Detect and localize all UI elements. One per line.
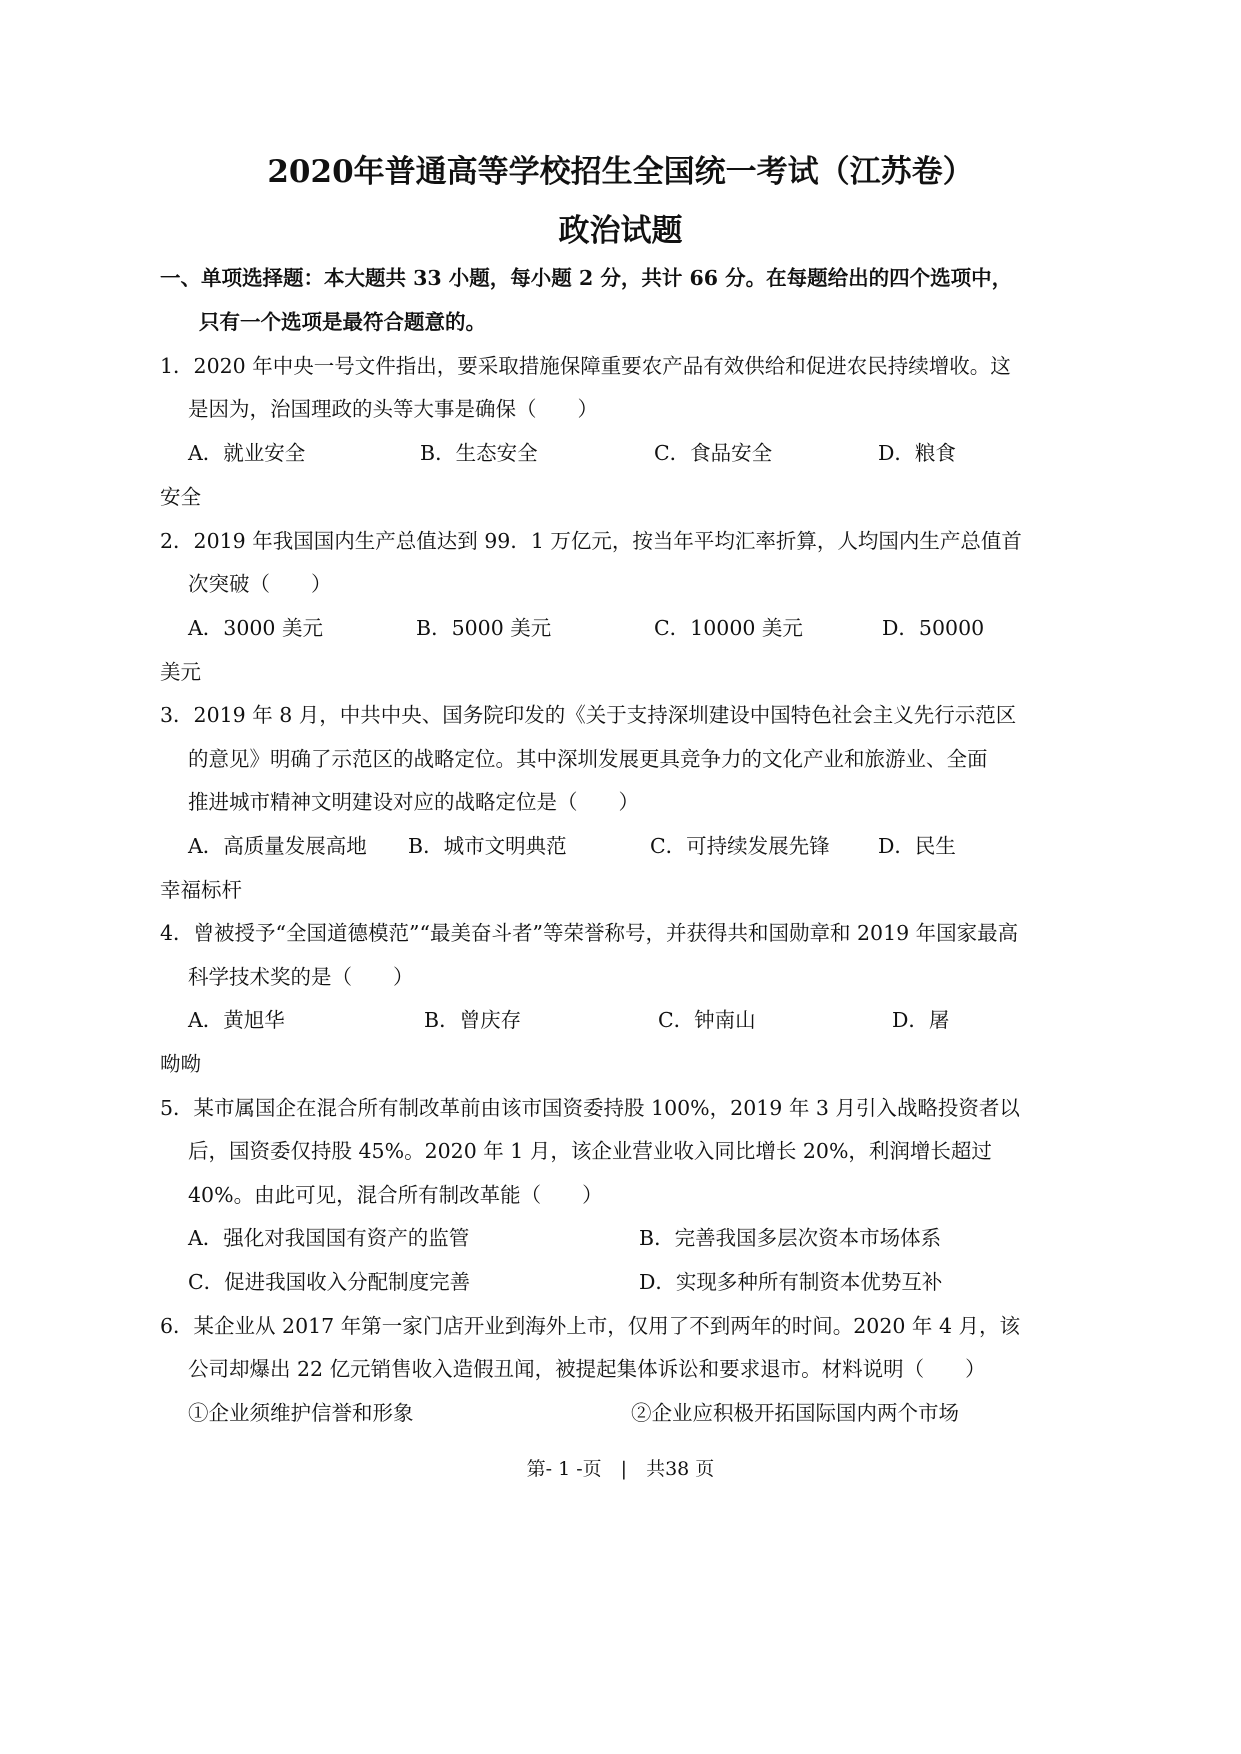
question-3-option-d-wrap: 幸福标杆 bbox=[160, 878, 242, 902]
question-5-option-b: B．完善我国多层次资本市场体系 bbox=[639, 1226, 942, 1250]
question-3-line2: 的意见》明确了示范区的战略定位。其中深圳发展更具竞争力的文化产业和旅游业、全面 bbox=[188, 747, 988, 771]
question-2-option-d: D．50000 bbox=[882, 616, 985, 640]
question-2-option-b: B．5000 美元 bbox=[416, 616, 552, 640]
question-1-option-a: A．就业安全 bbox=[188, 441, 306, 465]
question-5-line3: 40%。由此可见，混合所有制改革能（ ） bbox=[188, 1183, 603, 1207]
question-5-line1: 5．某市属国企在混合所有制改革前由该市国资委持股 100%，2019 年 3 月引入战略投资者以 bbox=[160, 1096, 1020, 1120]
question-5-option-a: A．强化对我国国有资产的监管 bbox=[188, 1226, 470, 1250]
question-2-option-d-wrap: 美元 bbox=[160, 660, 201, 684]
section-heading-line2: 只有一个选项是最符合题意的。 bbox=[199, 310, 486, 334]
question-2-line2: 次突破（ ） bbox=[188, 572, 332, 596]
question-4-line2: 科学技术奖的是（ ） bbox=[188, 965, 414, 989]
question-4-option-d: D．屠 bbox=[892, 1008, 950, 1032]
question-4-line1: 4．曾被授予“全国道德模范”“最美奋斗者”等荣誉称号，并获得共和国勋章和 2019 年国家最高 bbox=[160, 921, 1019, 945]
question-2-option-a: A．3000 美元 bbox=[188, 616, 323, 640]
question-1-option-d-wrap: 安全 bbox=[160, 485, 201, 509]
question-4-option-b: B．曾庆存 bbox=[424, 1008, 522, 1032]
question-3-line3: 推进城市精神文明建设对应的战略定位是（ ） bbox=[188, 790, 639, 814]
page-footer: 第- 1 -页 | 共38 页 bbox=[526, 1458, 715, 1480]
question-1-option-d: D．粮食 bbox=[878, 441, 956, 465]
question-5-line2: 后，国资委仅持股 45%。2020 年 1 月，该企业营业收入同比增长 20%，利润增长超过 bbox=[188, 1139, 992, 1163]
question-6-line2: 公司却爆出 22 亿元销售收入造假丑闻，被提起集体诉讼和要求退市。材料说明（ ） bbox=[188, 1357, 986, 1381]
question-6-statement-1: ①企业须维护信誉和形象 bbox=[188, 1401, 414, 1425]
question-5-option-d: D．实现多种所有制资本优势互补 bbox=[639, 1270, 943, 1294]
question-5-option-c: C．促进我国收入分配制度完善 bbox=[188, 1270, 471, 1294]
section-heading-line1: 一、单项选择题：本大题共 33 小题，每小题 2 分，共计 66 分。在每题给出的四个选项中， bbox=[160, 266, 1013, 290]
question-3-line1: 3．2019 年 8 月，中共中央、国务院印发的《关于支持深圳建设中国特色社会主义先行示范区 bbox=[160, 703, 1017, 727]
question-3-option-b: B．城市文明典范 bbox=[408, 834, 567, 858]
question-4-option-a: A．黄旭华 bbox=[188, 1008, 285, 1032]
question-3-option-d: D．民生 bbox=[878, 834, 956, 858]
question-6-statement-2: ②企业应积极开拓国际国内两个市场 bbox=[631, 1401, 959, 1425]
question-4-option-c: C．钟南山 bbox=[658, 1008, 756, 1032]
question-2-option-c: C．10000 美元 bbox=[654, 616, 803, 640]
question-6-line1: 6．某企业从 2017 年第一家门店开业到海外上市，仅用了不到两年的时间。2020 年 4 月，该 bbox=[160, 1314, 1021, 1338]
page-title: 2020年普通高等学校招生全国统一考试（江苏卷） bbox=[267, 154, 974, 190]
question-1-option-c: C．食品安全 bbox=[654, 441, 773, 465]
page-subtitle: 政治试题 bbox=[558, 213, 683, 249]
question-1-line2: 是因为，治国理政的头等大事是确保（ ） bbox=[188, 397, 598, 421]
question-3-option-c: C．可持续发展先锋 bbox=[650, 834, 830, 858]
question-3-option-a: A．高质量发展高地 bbox=[188, 834, 367, 858]
question-2-line1: 2．2019 年我国国内生产总值达到 99．1 万亿元，按当年平均汇率折算，人均国内生产总值首 bbox=[160, 529, 1022, 553]
question-1-option-b: B．生态安全 bbox=[420, 441, 538, 465]
question-4-option-d-wrap: 呦呦 bbox=[160, 1052, 201, 1076]
question-1-line1: 1．2020 年中央一号文件指出，要采取措施保障重要农产品有效供给和促进农民持续增收。这 bbox=[160, 354, 1011, 378]
